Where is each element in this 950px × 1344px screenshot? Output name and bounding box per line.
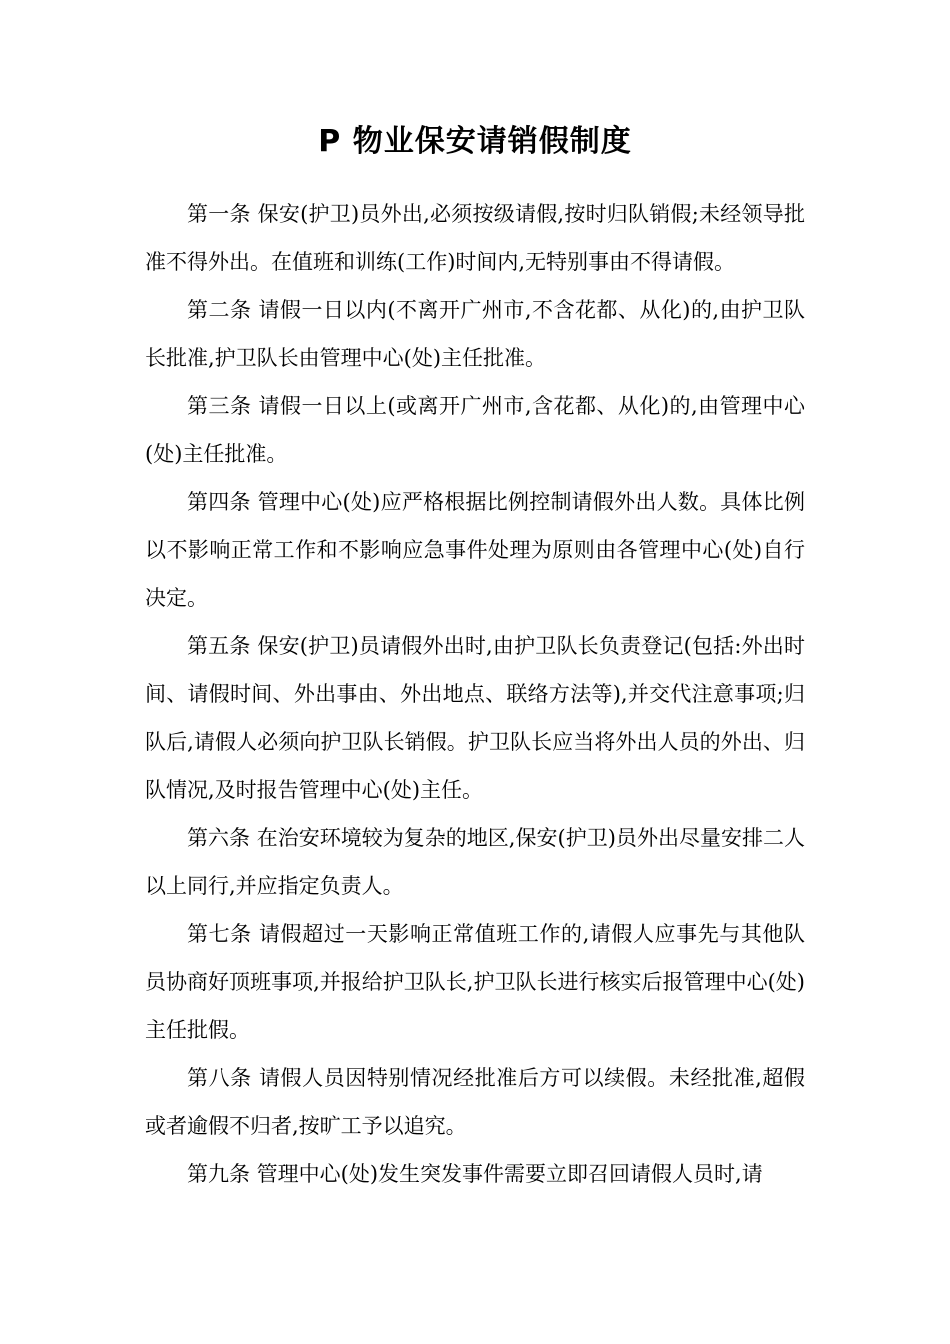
article-2: 第二条 请假一日以内(不离开广州市,不含花都、从化)的,由护卫队长批准,护卫队长由管理中心(处)主任批准。 <box>145 298 805 370</box>
article-1: 第一条 保安(护卫)员外出,必须按级请假,按时归队销假;未经领导批准不得外出。在值班和训练(工作)时间内,无特别事由不得请假。 <box>145 202 805 274</box>
document-page <box>145 118 805 1198</box>
article-6: 第六条 在治安环境较为复杂的地区,保安(护卫)员外出尽量安排二人以上同行,并应指定负责人。 <box>145 826 805 898</box>
article-5: 第五条 保安(护卫)员请假外出时,由护卫队长负责登记(包括:外出时间、请假时间、外出事由、外出地点、联络方法等),并交代注意事项;归队后,请假人必须向护卫队长销假。护卫队长应当将外出人员的外出、归队情况,及时报告管理中心(处)主任。 <box>145 634 805 802</box>
article-3: 第三条 请假一日以上(或离开广州市,含花都、从化)的,由管理中心(处)主任批准。 <box>145 394 805 466</box>
article-7: 第七条 请假超过一天影响正常值班工作的,请假人应事先与其他队员协商好顶班事项,并报给护卫队长,护卫队长进行核实后报管理中心(处)主任批假。 <box>145 922 805 1042</box>
article-4: 第四条 管理中心(处)应严格根据比例控制请假外出人数。具体比例以不影响正常工作和不影响应急事件处理为原则由各管理中心(处)自行决定。 <box>145 490 805 610</box>
article-8: 第八条 请假人员因特别情况经批准后方可以续假。未经批准,超假或者逾假不归者,按旷工予以追究。 <box>145 1066 805 1138</box>
document-title: P 物业保安请销假制度 <box>318 124 632 159</box>
article-9: 第九条 管理中心(处)发生突发事件需要立即召回请假人员时,请 <box>187 1162 763 1186</box>
